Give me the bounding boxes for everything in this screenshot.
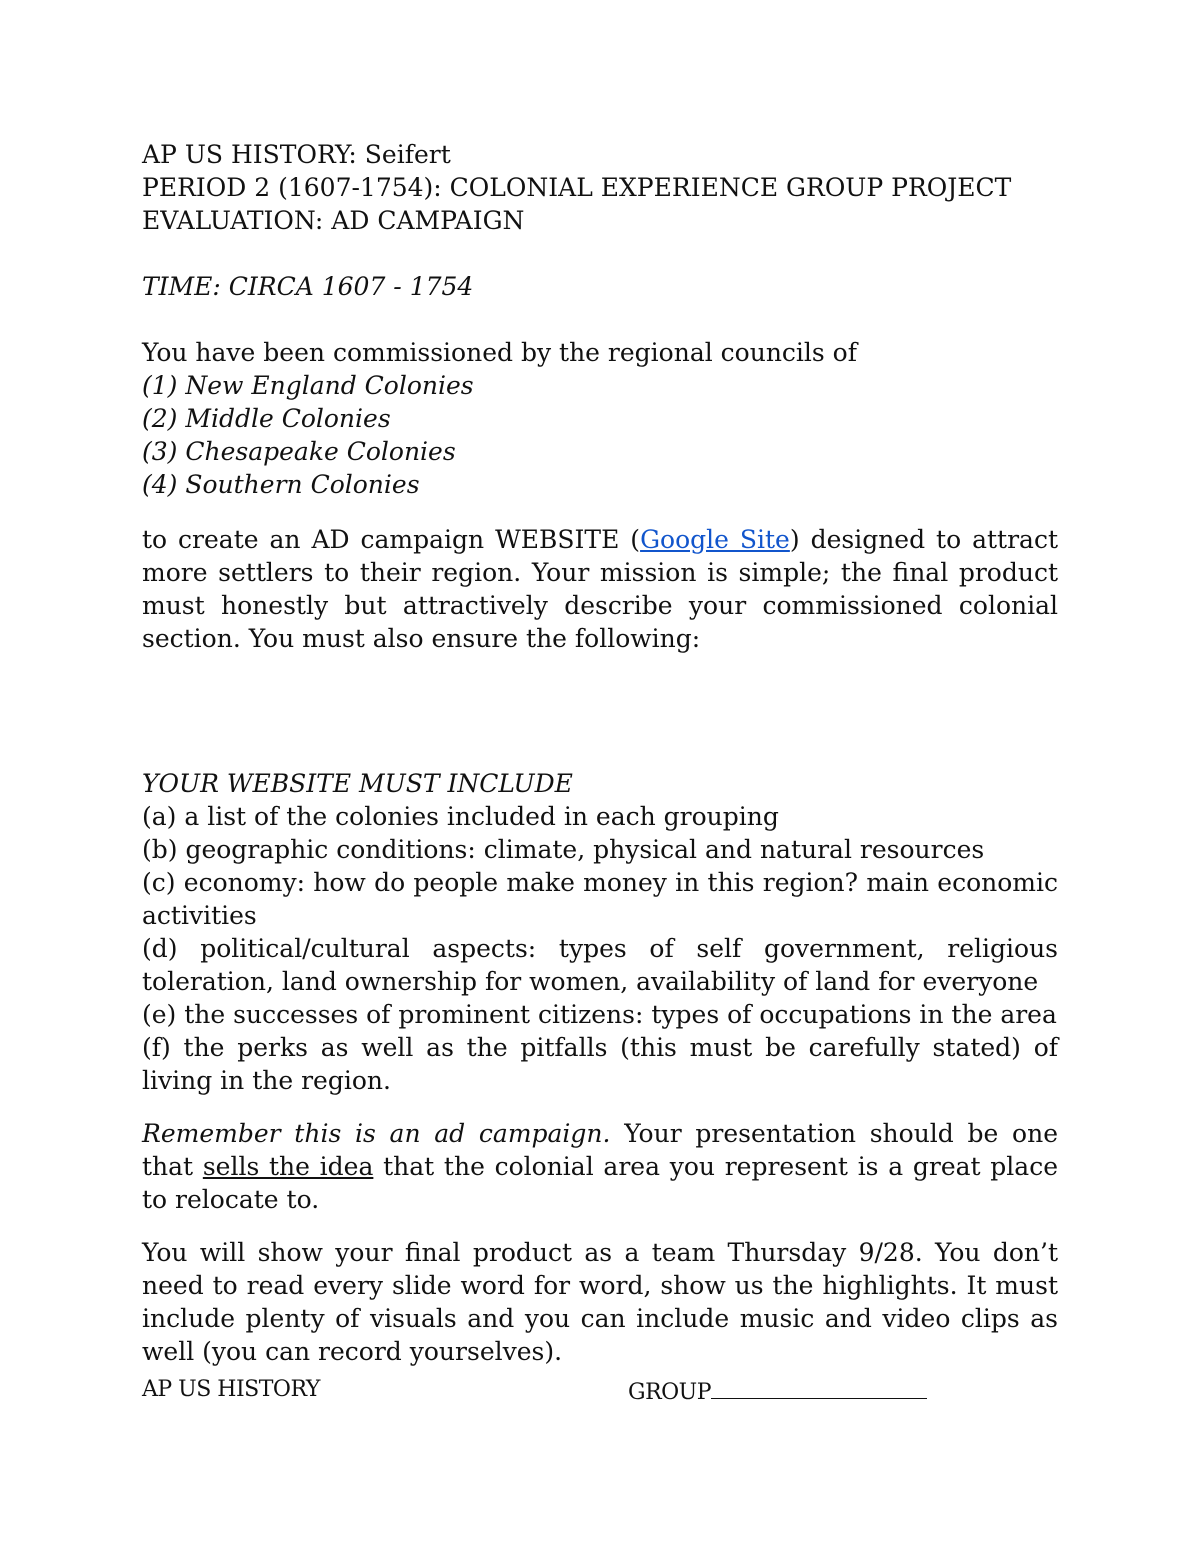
- requirements-heading: YOUR WEBSITE MUST INCLUDE: [142, 769, 573, 798]
- region-item: (1) New England Colonies: [142, 371, 474, 400]
- google-site-link[interactable]: Google Site: [640, 525, 790, 554]
- group-blank-line: [711, 1376, 927, 1399]
- footer-group: GROUP: [628, 1376, 927, 1407]
- requirement-item: (b) geographic conditions: climate, physical and natural resources: [142, 835, 985, 864]
- intro-line: You have been commissioned by the regional councils of: [142, 338, 857, 367]
- region-item: (4) Southern Colonies: [142, 470, 420, 499]
- header-evaluation: EVALUATION: AD CAMPAIGN: [142, 206, 525, 235]
- final-paragraph: You will show your final product as a team Thursday 9/28. You don’t need to read every slide word for word, show us the highlights. It must include plenty of visuals and you can include music and video clips as well (you can record yourselves).: [142, 1238, 1058, 1366]
- time-line: TIME: CIRCA 1607 - 1754: [142, 272, 474, 301]
- reminder-paragraph: Remember this is an ad campaign. Your presentation should be one that sells the idea that the colonial area you represent is a great place to relocate to.: [142, 1119, 1058, 1214]
- mission-paragraph: to create an AD campaign WEBSITE (Google Site) designed to attract more settlers to their region. Your mission is simple; the final product must honestly but attractively describe your commissioned colonial section. You must also ensure the following:: [142, 525, 1059, 653]
- footer-course: AP US HISTORY: [142, 1377, 320, 1402]
- requirement-item: (a) a list of the colonies included in each grouping: [142, 802, 779, 831]
- region-item: (3) Chesapeake Colonies: [142, 437, 456, 466]
- footer: [142, 1376, 1058, 1404]
- header-period: PERIOD 2 (1607-1754): COLONIAL EXPERIENCE GROUP PROJECT: [142, 173, 1012, 202]
- document-body: [142, 138, 1058, 1368]
- requirement-item: (c) economy: how do people make money in this region? main economic activities: [142, 868, 1058, 930]
- header-course: AP US HISTORY: Seifert: [142, 140, 451, 169]
- requirement-item: (f) the perks as well as the pitfalls (this must be carefully stated) of living in the region.: [142, 1033, 1058, 1095]
- region-item: (2) Middle Colonies: [142, 404, 391, 433]
- requirement-item: (d) political/cultural aspects: types of self government, religious toleration, land ownership for women, availability of land for everyone: [142, 934, 1058, 996]
- requirement-item: (e) the successes of prominent citizens: types of occupations in the area: [142, 1000, 1057, 1029]
